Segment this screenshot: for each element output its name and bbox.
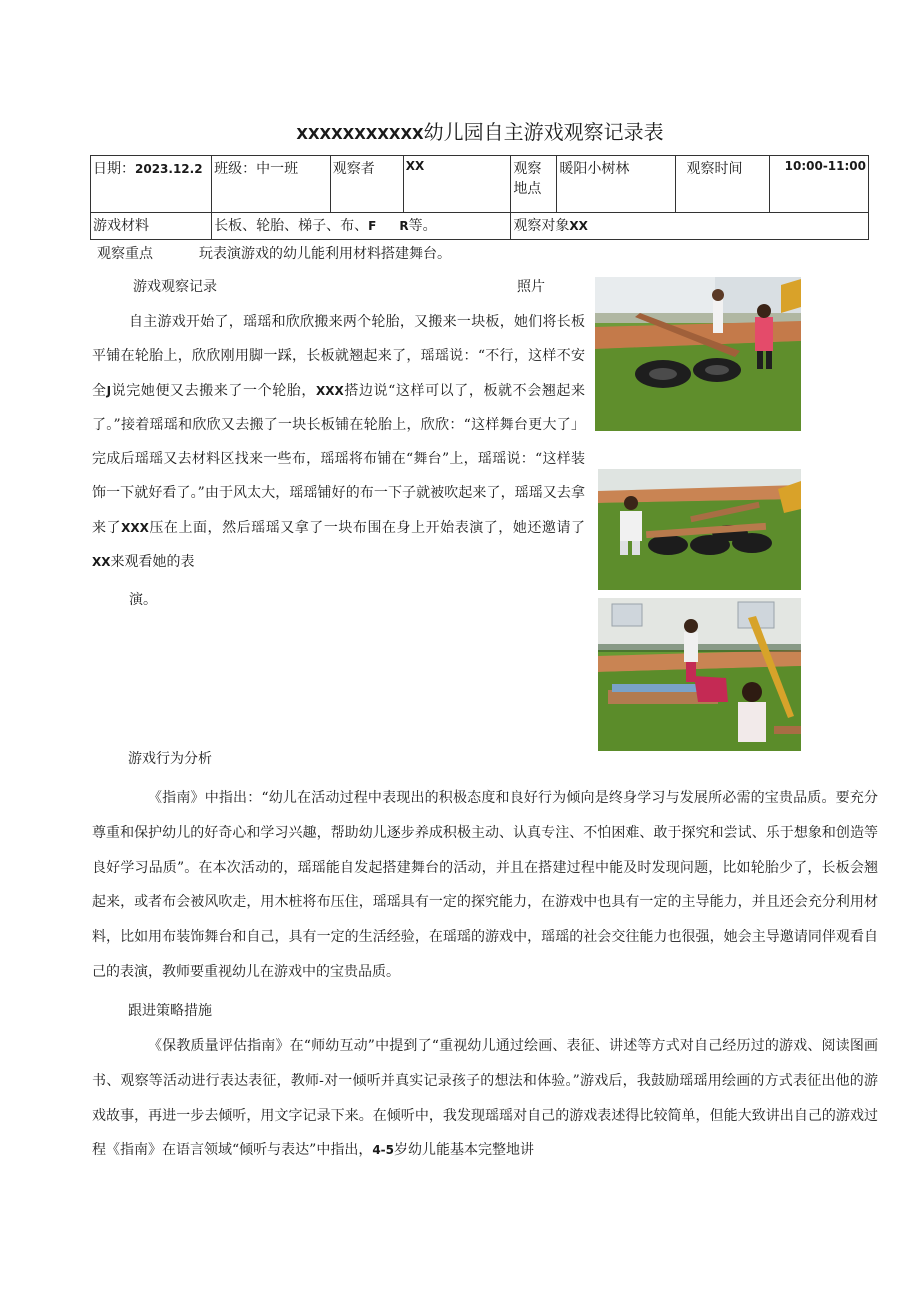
title-text: 幼儿园自主游戏观察记录表 (423, 120, 664, 144)
photo-3-image (598, 598, 801, 751)
info-table (90, 155, 869, 240)
observation-focus (97, 243, 451, 263)
photo-2 (598, 469, 801, 590)
class-cell: 班级：中一班 (212, 156, 331, 213)
observer-value: XX (403, 156, 511, 213)
observer-label: 观察者 (330, 156, 403, 213)
record-paragraph: 自主游戏开始了，瑶瑶和欣欣搬来两个轮胎，又搬来一块板，她们将长板平铺在轮胎上，欣欣刚用脚一踩，长板就翘起来了，瑶瑶说：“不行，这样不安全J说完她便又去搬来了一个轮胎，XXX搭边说“这样可以了，板就不会翘起来了。”接着瑶瑶和欣欣又去搬了一块长板铺在轮胎上，欣欣：“这样舞台更大了」完成后瑶瑶又去材料区找来一些布，瑶瑶将布铺在“舞台”上，瑶瑶说：“这样装饰一下就好看了。”由于风太大，瑶瑶铺好的布一下子就被吹起来了，瑶瑶又去拿来了XXX压在上面，然后瑶瑶又拿了一块布围在身上开始表演了，她还邀请了XX来观看她的表 (92, 314, 586, 571)
location-label: 观察地点 (511, 156, 557, 213)
title-prefix: XXXXXXXXXXX (296, 125, 424, 143)
photo-3 (598, 598, 801, 751)
date-label: 日期： (93, 161, 135, 177)
target-cell (399, 213, 869, 240)
record-body (92, 305, 585, 618)
photo-2-image (598, 469, 801, 590)
time-value: 10:00-11:00 (769, 156, 868, 213)
photo-1 (595, 277, 801, 431)
page-title (0, 116, 920, 145)
strategy-body (92, 1029, 878, 1168)
focus-text: 玩表演游戏的幼儿能利用材料搭建舞台。 (199, 246, 451, 262)
time-label: 观察时间 (676, 156, 769, 213)
date-cell (91, 156, 212, 213)
focus-label: 观察重点 (97, 246, 153, 262)
record-heading: 游戏观察记录 (133, 279, 217, 295)
materials-value-cont: R等。 (399, 215, 438, 235)
strategy-paragraph: 《保教质量评估指南》在“师幼互动”中提到了“重视幼儿通过绘画、表征、讲述等方式对自己经历过的游戏、阅读图画书、观察等活动进行表达表征，教师-对一倾听并真实记录孩子的想法和体验。”游戏后，我鼓励瑶瑶用绘画的方式表征出他的游戏故事，再进一步去倾听，用文字记录下来。在倾听中，我发现瑶瑶对自己的游戏表述得比较简单，但能大致讲出自己的游戏过程《指南》在语言领域“倾听与表达”中指出，4-5岁幼儿能基本完整地讲 (92, 1038, 878, 1159)
target-label: 观察对象 (513, 218, 570, 234)
target-value: XX (569, 219, 588, 233)
analysis-heading: 游戏行为分析 (128, 751, 212, 767)
analysis-paragraph: 《指南》中指出：“幼儿在活动过程中表现出的积极态度和良好行为倾向是终身学习与发展所必需的宝贵品质。要充分尊重和保护幼儿的好奇心和学习兴趣，帮助幼儿逐步养成积极主动、认真专注、不怕困难、敢于探究和尝试、乐于想象和创造等良好学习品质”。在本次活动的，瑶瑶能自发起搭建舞台的活动，并且在搭建过程中能及时发现问题，比如轮胎少了，长板会翘起来，或者布会被风吹走，用木桩将布压住，瑶瑶具有一定的探究能力，在游戏中也具有一定的主导能力，并且还会充分利用材料，比如用布装饰舞台和自己，具有一定的生活经验，在瑶瑶的游戏中，瑶瑶的社会交往能力也很强，她会主导邀请同伴观看自己的表演，教师要重视幼儿在游戏中的宝贵品质。 (92, 790, 878, 980)
analysis-body (92, 781, 878, 990)
photo-heading: 照片 (517, 279, 545, 295)
materials-value: 长板、轮胎、梯子、布、F (212, 213, 511, 240)
record-tail: 演。 (129, 592, 157, 609)
photo-1-image (595, 277, 801, 431)
materials-label: 游戏材料 (91, 213, 212, 240)
location-value: 暖阳小树林 (557, 156, 676, 213)
date-value: 2023.12.2 (135, 162, 203, 176)
strategy-heading: 跟进策略措施 (128, 1003, 212, 1019)
